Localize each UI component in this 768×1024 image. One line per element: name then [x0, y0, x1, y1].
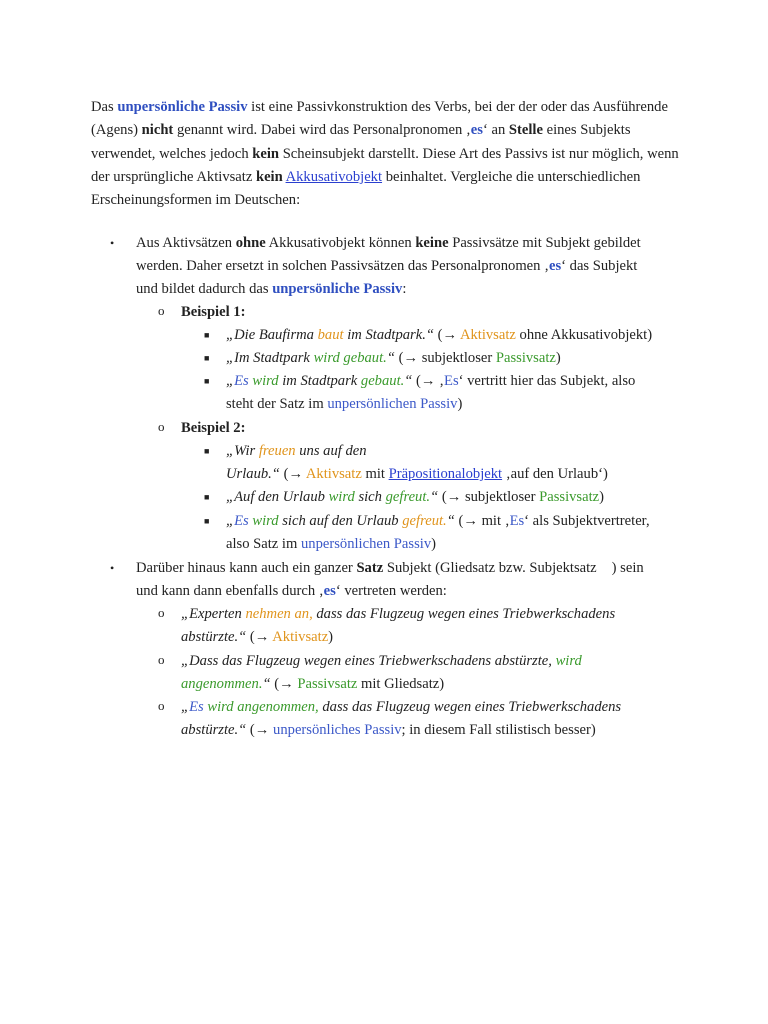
- example2-line2: angenommen.“ (→ Passivsatz mit Gliedsatz): [181, 676, 445, 692]
- bullet-dot: •: [110, 236, 115, 250]
- link-praepositionalobjekt[interactable]: Präpositionalobjekt: [388, 466, 503, 482]
- bullet1-line3: und bildet dadurch das unpersönliche Passiv:: [136, 281, 407, 297]
- example3-line1: „Es wird angenommen, dass das Flugzeug wegen eines Triebwerkschadens: [181, 699, 622, 715]
- example1-line2: abstürzte.“ (→ Aktivsatz): [181, 629, 334, 645]
- example3-line2: abstürzte.“ (→ unpersönliches Passiv; in diesem Fall stilistisch besser): [181, 722, 596, 738]
- bullet-square: ■: [204, 330, 210, 340]
- example1-line1: „Experten nehmen an, dass das Flugzeug wegen eines Triebwerkschadens: [181, 606, 616, 622]
- bullet-square: ■: [204, 376, 210, 386]
- beispiel2-sentence3: „Es wird sich auf den Urlaub gefreut.“ (→ mit ‚Es‘ als Subjektvertreter,: [226, 513, 650, 529]
- beispiel1-sentence3-cont: steht der Satz im unpersönlichen Passiv): [226, 396, 463, 412]
- bullet1-line1: Aus Aktivsätzen ohne Akkusativobjekt können keine Passivsätze mit Subjekt gebildet: [136, 235, 641, 251]
- bullet-circle: o: [158, 419, 165, 434]
- bullet-circle: o: [158, 605, 165, 620]
- intro-text: Scheinsubjekt darstellt. Diese Art des Passivs ist nur möglich, wenn der ursprüngliche Aktivsatz: [91, 145, 679, 185]
- intro-text: Das: [91, 99, 118, 115]
- intro-paragraph: [91, 96, 683, 212]
- beispiel2-sentence3-cont: also Satz im unpersönlichen Passiv): [226, 536, 436, 552]
- example2-line1: „Dass das Flugzeug wegen eines Triebwerkschadens abstürzte, wird: [181, 653, 582, 669]
- intro-text: genannt wird. Dabei wird das Personalpronomen ‚: [173, 122, 471, 139]
- bullet-dot: •: [110, 561, 115, 575]
- bullet-square: ■: [204, 353, 210, 363]
- beispiel2-sentence2: „Auf den Urlaub wird sich gefreut.“ (→ subjektloser Passivsatz): [226, 489, 604, 505]
- beispiel2-label: Beispiel 2:: [181, 420, 246, 436]
- emphasis-stelle: Stelle: [508, 122, 543, 139]
- beispiel1-sentence2: „Im Stadtpark wird gebaut.“ (→ subjektloser Passivsatz): [226, 350, 561, 366]
- bullet1-line2: werden. Daher ersetzt in solchen Passivsätzen das Personalpronomen ‚es‘ das Subjekt: [136, 258, 638, 274]
- intro-text: ist eine Passivkonstruktion des Verbs, bei der der oder das Ausführende (Agens): [91, 99, 668, 139]
- bullet-circle: o: [158, 652, 165, 667]
- beispiel2-sentence1-cont: Urlaub.“ (→ Aktivsatz mit Präpositionalobjekt ‚auf den Urlaub‘): [226, 466, 608, 482]
- bullet2-line2: und kann dann ebenfalls durch ‚es‘ vertreten werden:: [136, 583, 447, 599]
- beispiel1-sentence1: „Die Baufirma baut im Stadtpark.“ (→ Aktivsatz ohne Akkusativobjekt): [226, 327, 653, 343]
- bullet-square: ■: [204, 446, 210, 456]
- bullet2-line1: Darüber hinaus kann auch ein ganzer Satz Subjekt (Gliedsatz bzw. Subjektsatz ) sein: [136, 560, 644, 576]
- bullet-square: ■: [204, 492, 210, 502]
- beispiel1-label: Beispiel 1:: [181, 304, 246, 320]
- term-unpersoenliches-passiv: unpersönliche Passiv: [117, 99, 248, 115]
- pronoun-es: es: [470, 122, 483, 139]
- bullet-circle: o: [158, 698, 165, 713]
- bullet-square: ■: [204, 516, 210, 526]
- intro-text: beinhaltet. Vergleiche die unterschiedlichen Erscheinungsformen im Deutschen:: [91, 168, 641, 209]
- intro-text: eines Subjekts verwendet, welches jedoch: [91, 122, 631, 162]
- beispiel2-sentence1: „Wir freuen uns auf den: [226, 443, 367, 459]
- emphasis-kein: kein: [252, 145, 280, 162]
- bullet-circle: o: [158, 303, 165, 318]
- emphasis-kein: kein: [255, 168, 283, 185]
- emphasis-nicht: nicht: [141, 122, 174, 139]
- beispiel1-sentence3: „Es wird im Stadtpark gebaut.“ (→ ‚Es‘ vertritt hier das Subjekt, also: [226, 373, 636, 389]
- intro-text: ‘ an: [482, 122, 509, 139]
- link-akkusativobjekt[interactable]: Akkusativobjekt: [285, 168, 383, 185]
